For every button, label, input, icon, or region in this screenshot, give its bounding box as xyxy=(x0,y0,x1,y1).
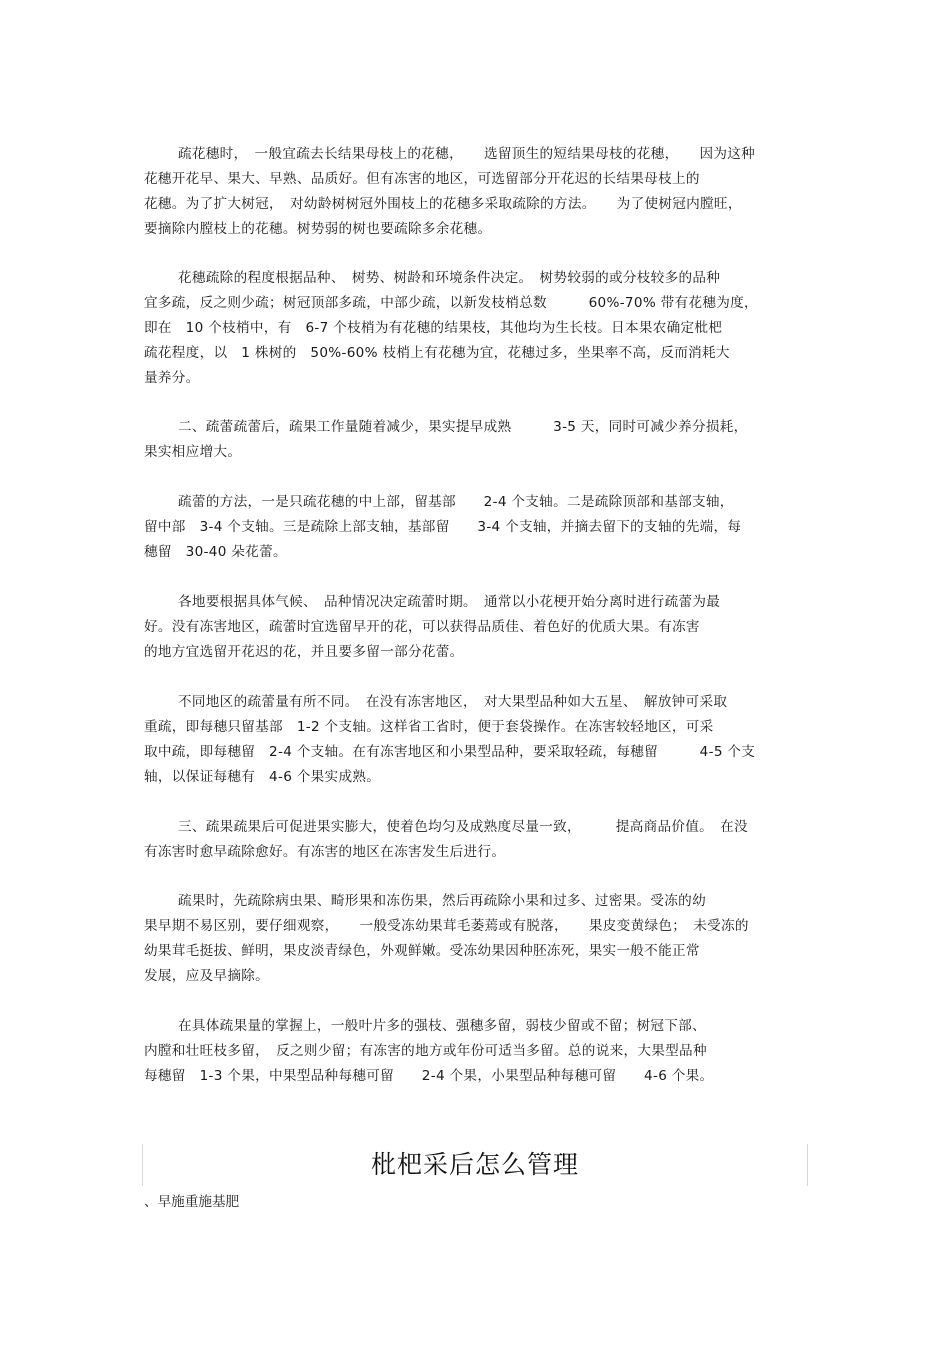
section-title-box xyxy=(142,1144,808,1186)
paragraph-2 xyxy=(144,266,809,391)
section-subheading: 、早施重施基肥 xyxy=(144,1194,240,1210)
text-line: 要摘除内膛枝上的花穗。树势弱的树也要疏除多余花穗。 xyxy=(144,221,492,237)
text-line: 重疏，即每穗只留基部 1-2 个支轴。这样省工省时，便于套袋操作。在冻害较轻地区，可采 xyxy=(144,719,714,735)
text-line: 不同地区的疏蕾量有所不同。 在没有冻害地区， 对大果型品种如大五星、 解放钟可采取 xyxy=(178,694,728,710)
paragraph-9 xyxy=(144,1014,809,1089)
text-line: 内膛和壮旺枝多留， 反之则少留；有冻害的地方或年份可适当多留。总的说来，大果型品种 xyxy=(144,1043,707,1059)
paragraph-7 xyxy=(144,815,809,865)
paragraph-8 xyxy=(144,889,809,989)
paragraph-3 xyxy=(144,415,809,465)
text-line: 轴，以保证每穗有 4-6 个果实成熟。 xyxy=(144,769,381,785)
text-line: 三、疏果疏果后可促进果实膨大，使着色均匀及成熟度尽量一致， 提高商品价值。 在没 xyxy=(178,819,748,835)
text-line: 果早期不易区别，要仔细观察， 一般受冻幼果茸毛萎蔫或有脱落， 果皮变黄绿色； 未受冻的 xyxy=(144,918,749,934)
text-line: 疏花穗时， 一般宜疏去长结果母枝上的花穗， 选留顶生的短结果母枝的花穗， 因为这种 xyxy=(178,146,756,162)
paragraph-1 xyxy=(144,142,809,242)
text-line: 宜多疏，反之则少疏；树冠顶部多疏，中部少疏，以新发枝梢总数 60%-70% 带有花穗为度， xyxy=(144,295,758,311)
text-line: 发展，应及早摘除。 xyxy=(144,968,270,984)
text-line: 有冻害时愈早疏除愈好。有冻害的地区在冻害发生后进行。 xyxy=(144,844,506,860)
text-line: 留中部 3-4 个支轴。三是疏除上部支轴，基部留 3-4 个支轴，并摘去留下的支轴的先端，每 xyxy=(144,519,742,535)
text-line: 疏果时，先疏除病虫果、畸形果和冻伤果，然后再疏除小果和过多、过密果。受冻的幼 xyxy=(178,893,706,909)
text-line: 花穗开花早、果大、早熟、品质好。但有冻害的地区，可选留部分开花迟的长结果母枝上的 xyxy=(144,171,700,187)
text-line: 幼果茸毛挺拔、鲜明，果皮淡青绿色，外观鲜嫩。受冻幼果因种胚冻死，果实一般不能正常 xyxy=(144,943,700,959)
text-line: 在具体疏果量的掌握上，一般叶片多的强枝、强穗多留，弱枝少留或不留；树冠下部、 xyxy=(178,1018,706,1034)
text-line: 每穗留 1-3 个果，中果型品种每穗可留 2-4 个果，小果型品种每穗可留 4-6 个果。 xyxy=(144,1068,714,1084)
paragraph-4 xyxy=(144,490,809,565)
text-line: 疏花程度，以 1 株树的 50%-60% 枝梢上有花穗为宜，花穗过多，坐果率不高，反而消耗大 xyxy=(144,345,730,361)
text-line: 疏蕾的方法，一是只疏花穗的中上部，留基部 2-4 个支轴。二是疏除顶部和基部支轴， xyxy=(178,494,734,510)
paragraph-5 xyxy=(144,590,809,665)
text-line: 的地方宜选留开花迟的花，并且要多留一部分花蕾。 xyxy=(144,644,464,660)
text-line: 果实相应增大。 xyxy=(144,444,242,460)
text-line: 即在 10 个枝梢中，有 6-7 个枝梢为有花穗的结果枝，其他均为生长枝。日本果农确定枇杷 xyxy=(144,320,723,336)
section-title: 枇杷采后怎么管理 xyxy=(370,1150,579,1179)
text-line: 量养分。 xyxy=(144,370,200,386)
paragraph-6 xyxy=(144,690,809,790)
text-line: 花穗。为了扩大树冠， 对幼龄树树冠外围枝上的花穗多采取疏除的方法。 为了使树冠内膛旺， xyxy=(144,196,742,212)
text-line: 好。没有冻害地区，疏蕾时宜选留早开的花，可以获得品质佳、着色好的优质大果。有冻害 xyxy=(144,619,700,635)
text-line: 各地要根据具体气候、 品种情况决定疏蕾时期。 通常以小花梗开始分离时进行疏蕾为最 xyxy=(178,594,721,610)
text-line: 二、疏蕾疏蕾后，疏果工作量随着减少，果实提早成熟 3-5 天，同时可减少养分损耗， xyxy=(178,419,748,435)
text-line: 穗留 30-40 朵花蕾。 xyxy=(144,544,287,560)
text-line: 花穗疏除的程度根据品种、 树势、树龄和环境条件决定。 树势较弱的或分枝较多的品种 xyxy=(178,270,721,286)
text-line: 取中疏，即每穗留 2-4 个支轴。在有冻害地区和小果型品种，要采取轻疏，每穗留 4-5 个支 xyxy=(144,744,756,760)
